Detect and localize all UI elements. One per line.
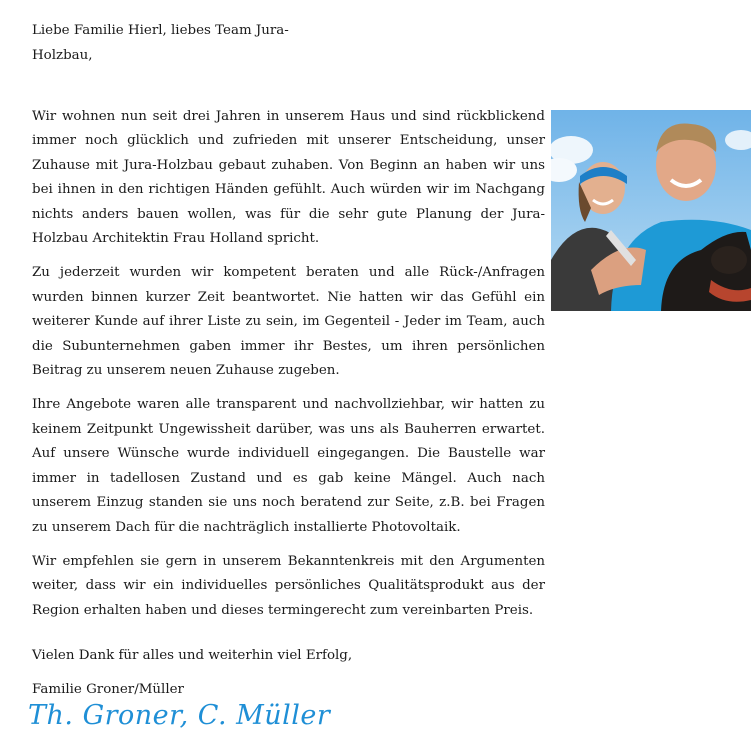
closing (32, 644, 352, 702)
sign-off: Vielen Dank für alles und weiterhin viel Erfolg, (32, 648, 353, 663)
greeting (32, 18, 292, 68)
sender-name: Familie Groner/Müller (32, 682, 184, 697)
greeting-line-1: Liebe Familie Hierl, liebes Team Jura- (32, 23, 289, 38)
handwritten-signature: Th. Groner, C. Müller (28, 700, 331, 731)
paragraph-4: Wir empfehlen sie gern in unserem Bekanntenkreis mit den Argumenten weiter, dass wir ein individuelles persönliches Qualitätsprodukt aus der Region erhalten haben und dieses termingerecht zum vereinbarten Preis. (32, 553, 545, 618)
greeting-line-2: Holzbau, (32, 48, 93, 63)
paragraph-1: Wir wohnen nun seit drei Jahren in unserem Haus und sind rückblickend immer noch glücklich und zufrieden mit unserer Entscheidung, unser Zuhause mit Jura-Holzbau gebaut zuhaben. Von Beginn an haben wir uns bei ihnen in den richtigen Händen gefühlt. Auch würden wir im Nachgang nichts anders bauen wollen, was für die sehr gute Planung der Jura-Holzbau Architektin Frau Holland spricht. (32, 109, 545, 247)
paragraph-3: Ihre Angebote waren alle transparent und nachvollziehbar, wir hatten zu keinem Zeitpunkt Ungewissheit darüber, was uns als Bauherren erwartet. Auf unsere Wünsche wurde individuell eingegangen. Die Baustelle war immer in tadellosen Zustand und es gab keine Mängel. Auch nach unserem Einzug standen sie uns noch beratend zur Seite, z.B. bei Fragen zu unserem Dach für die nachträglich installierte Photovoltaik. (32, 397, 545, 535)
letter-body (32, 105, 545, 633)
family-photo-illustration (551, 110, 751, 311)
family-photo (551, 110, 751, 311)
paragraph-2: Zu jederzeit wurden wir kompetent beraten und alle Rück-/Anfragen wurden binnen kurzer Zeit beantwortet. Nie hatten wir das Gefühl ein weiterer Kunde auf ihrer Liste zu sein, im Gegenteil - Jeder im Team, auch die Subunternehmen gaben immer ihr Bestes, um ihren persönlichen Beitrag zu unserem neuen Zuhause zugeben. (32, 265, 545, 379)
